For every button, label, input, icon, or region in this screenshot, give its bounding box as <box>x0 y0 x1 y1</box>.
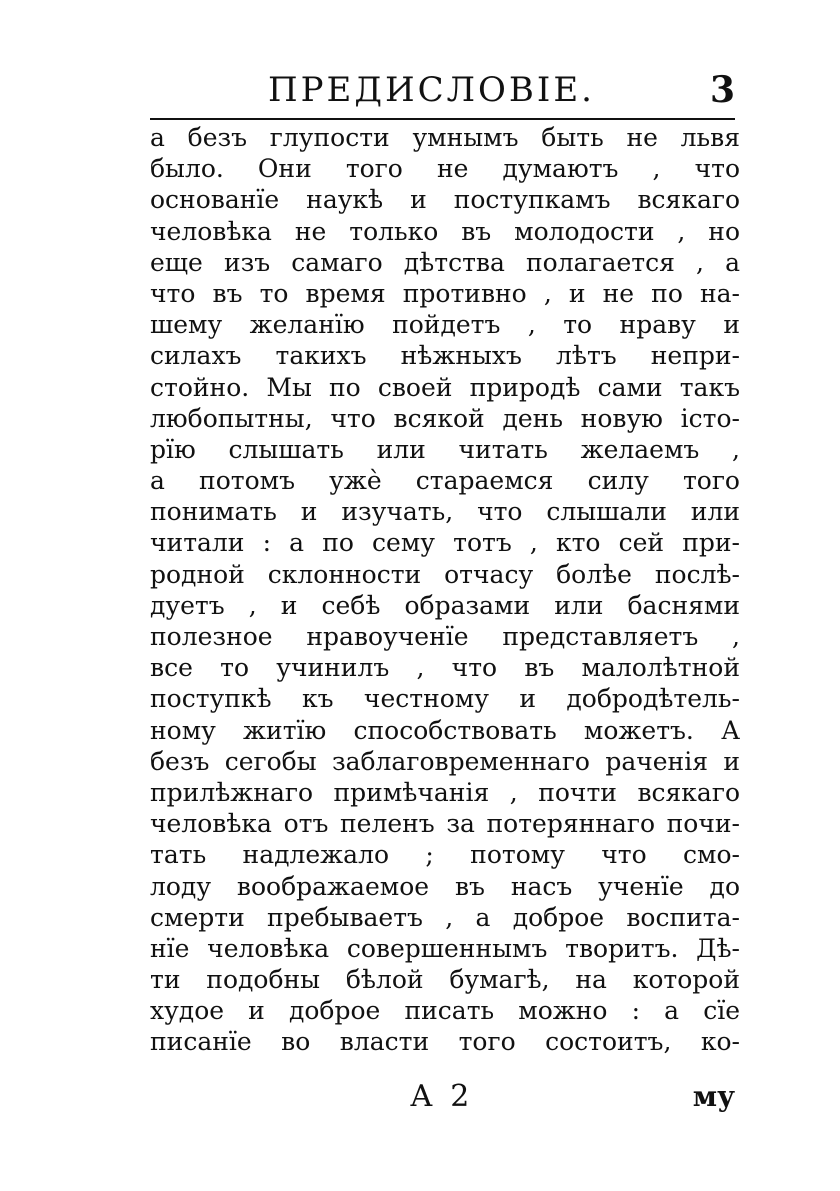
text-line: поступкѣ къ честному и добродѣтель- <box>150 684 740 714</box>
text-line: шему желанїю пойдетъ , то нраву и <box>150 310 740 340</box>
text-line: худое и доброе писать можно : а сїе <box>150 996 740 1026</box>
text-line: основанїе наукѣ и поступкамъ всякаго <box>150 185 740 215</box>
text-line: писанїе во власти того состоитъ, ко- <box>150 1027 740 1057</box>
text-line: силахъ такихъ нѣжныхъ лѣтъ непри- <box>150 341 740 371</box>
text-line: а потомъ ужѐ стараемся силу того <box>150 466 740 496</box>
text-line: тать надлежало ; потому что смо- <box>150 840 740 870</box>
text-line: лоду воображаемое въ насъ ученїе до <box>150 871 740 901</box>
text-line: нїе человѣка совершеннымъ творитъ. Дѣ- <box>150 933 740 963</box>
text-line: человѣка не только въ молодости , но <box>150 216 740 246</box>
text-line: было. Они того не думаютъ , что <box>150 154 740 184</box>
text-line: любопытны, что всякой день новую істо- <box>150 403 740 433</box>
text-line: прилѣжнаго примѣчанія , почти всякаго <box>150 777 740 807</box>
text-line: еще изъ самаго дѣтства полагается , а <box>150 247 740 277</box>
header-rule <box>150 118 735 120</box>
body-text <box>150 122 740 1058</box>
text-line: а безъ глупости умнымъ быть не львя <box>150 123 740 152</box>
text-line: ному житїю способствовать можетъ. А <box>150 715 740 745</box>
text-line: что въ то время противно , и не по на- <box>150 278 740 308</box>
signature-mark: А 2 <box>410 1079 474 1114</box>
text-line: стойно. Мы по своей природѣ сами такъ <box>150 372 740 402</box>
page-number: 3 <box>709 69 735 111</box>
text-line: все то учинилъ , что въ малолѣтной <box>150 653 740 683</box>
running-title: ПРЕДИСЛОВІЕ. <box>268 70 595 110</box>
text-line: дуетъ , и себѣ образами или баснями <box>150 590 740 620</box>
catchword: му <box>692 1080 735 1113</box>
text-line: человѣка отъ пеленъ за потеряннаго почи- <box>150 809 740 839</box>
text-line: рїю слышать или читать желаемъ , <box>150 434 740 464</box>
text-line: смерти пребываетъ , а доброе воспита- <box>150 902 740 932</box>
page-footer <box>150 1077 735 1117</box>
text-line: читали : а по сему тотъ , кто сей при- <box>150 528 740 558</box>
page-header <box>150 66 735 118</box>
text-line: понимать и изучать, что слышали или <box>150 497 740 527</box>
text-line: полезное нравоученїе представляетъ , <box>150 622 740 651</box>
text-line: безъ сегобы заблаговременнаго раченія и <box>150 746 740 776</box>
text-line: родной склонности отчасу болѣе послѣ- <box>150 559 740 589</box>
text-line: ти подобны бѣлой бумагѣ, на которой <box>150 965 740 995</box>
